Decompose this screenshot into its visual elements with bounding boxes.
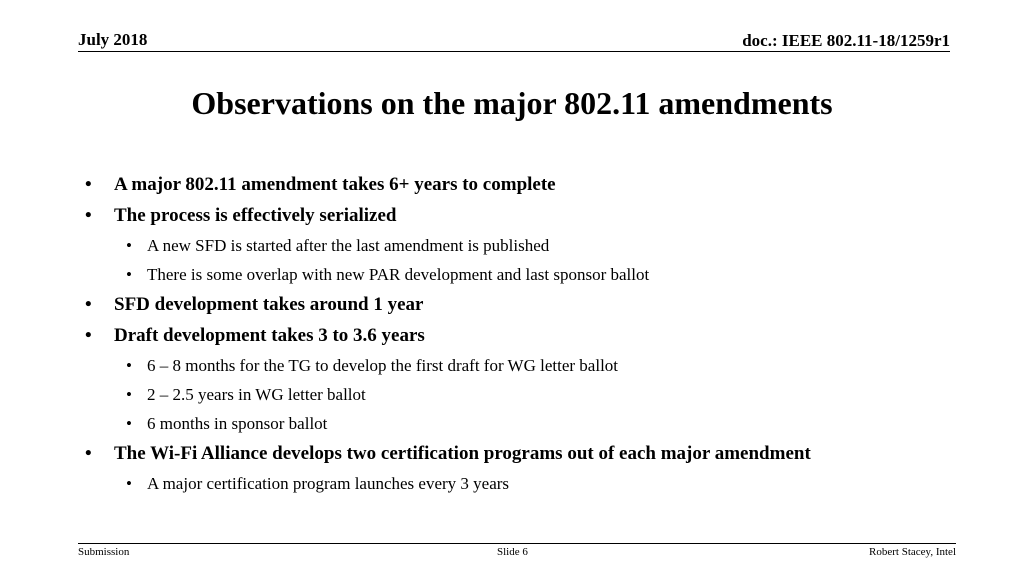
sub-bullet-item [0, 470, 1024, 499]
bullet-text: Draft development takes 3 to 3.6 years [114, 325, 425, 346]
header-divider [78, 51, 950, 52]
sub-bullet-item [0, 410, 1024, 439]
bullet-item [0, 170, 1024, 201]
bullet-dot-icon: • [85, 294, 92, 315]
bullet-item [0, 290, 1024, 321]
footer-slide-number: Slide 6 [497, 546, 528, 558]
bullet-dot-icon: • [126, 236, 132, 255]
footer-divider [78, 543, 956, 544]
bullet-dot-icon: • [126, 265, 132, 284]
bullet-dot-icon: • [126, 356, 132, 375]
sub-bullet-text: 6 – 8 months for the TG to develop the first draft for WG letter ballot [147, 356, 619, 375]
bullet-text: A major 802.11 amendment takes 6+ years to complete [114, 174, 556, 195]
sub-bullet-text: 6 months in sponsor ballot [147, 414, 328, 433]
header-date: July 2018 [78, 30, 148, 49]
bullet-text: The process is effectively serialized [114, 205, 397, 226]
bullet-dot-icon: • [85, 205, 92, 226]
bullet-item [0, 321, 1024, 352]
bullet-text: SFD development takes around 1 year [114, 294, 424, 315]
bullet-dot-icon: • [85, 443, 92, 464]
bullet-dot-icon: • [126, 474, 132, 493]
sub-bullet-text: A new SFD is started after the last amendment is published [147, 236, 550, 255]
sub-bullet-item [0, 232, 1024, 261]
bullet-item [0, 201, 1024, 232]
footer-author: Robert Stacey, Intel [869, 546, 956, 558]
sub-bullet-text: 2 – 2.5 years in WG letter ballot [147, 385, 366, 404]
sub-bullet-text: A major certification program launches every 3 years [147, 474, 510, 493]
sub-bullet-item [0, 352, 1024, 381]
bullet-list [0, 170, 1024, 499]
bullet-dot-icon: • [126, 385, 132, 404]
bullet-dot-icon: • [85, 174, 92, 195]
sub-bullet-item [0, 261, 1024, 290]
bullet-dot-icon: • [85, 325, 92, 346]
sub-bullet-text: There is some overlap with new PAR development and last sponsor ballot [147, 265, 650, 284]
header-doc-id: doc.: IEEE 802.11-18/1259r1 [742, 31, 950, 50]
slide-title: Observations on the major 802.11 amendments [191, 85, 833, 121]
bullet-dot-icon: • [126, 414, 132, 433]
bullet-item [0, 439, 1024, 470]
footer-submission: Submission [78, 546, 130, 558]
bullet-text: The Wi-Fi Alliance develops two certification programs out of each major amendment [114, 443, 811, 464]
sub-bullet-item [0, 381, 1024, 410]
